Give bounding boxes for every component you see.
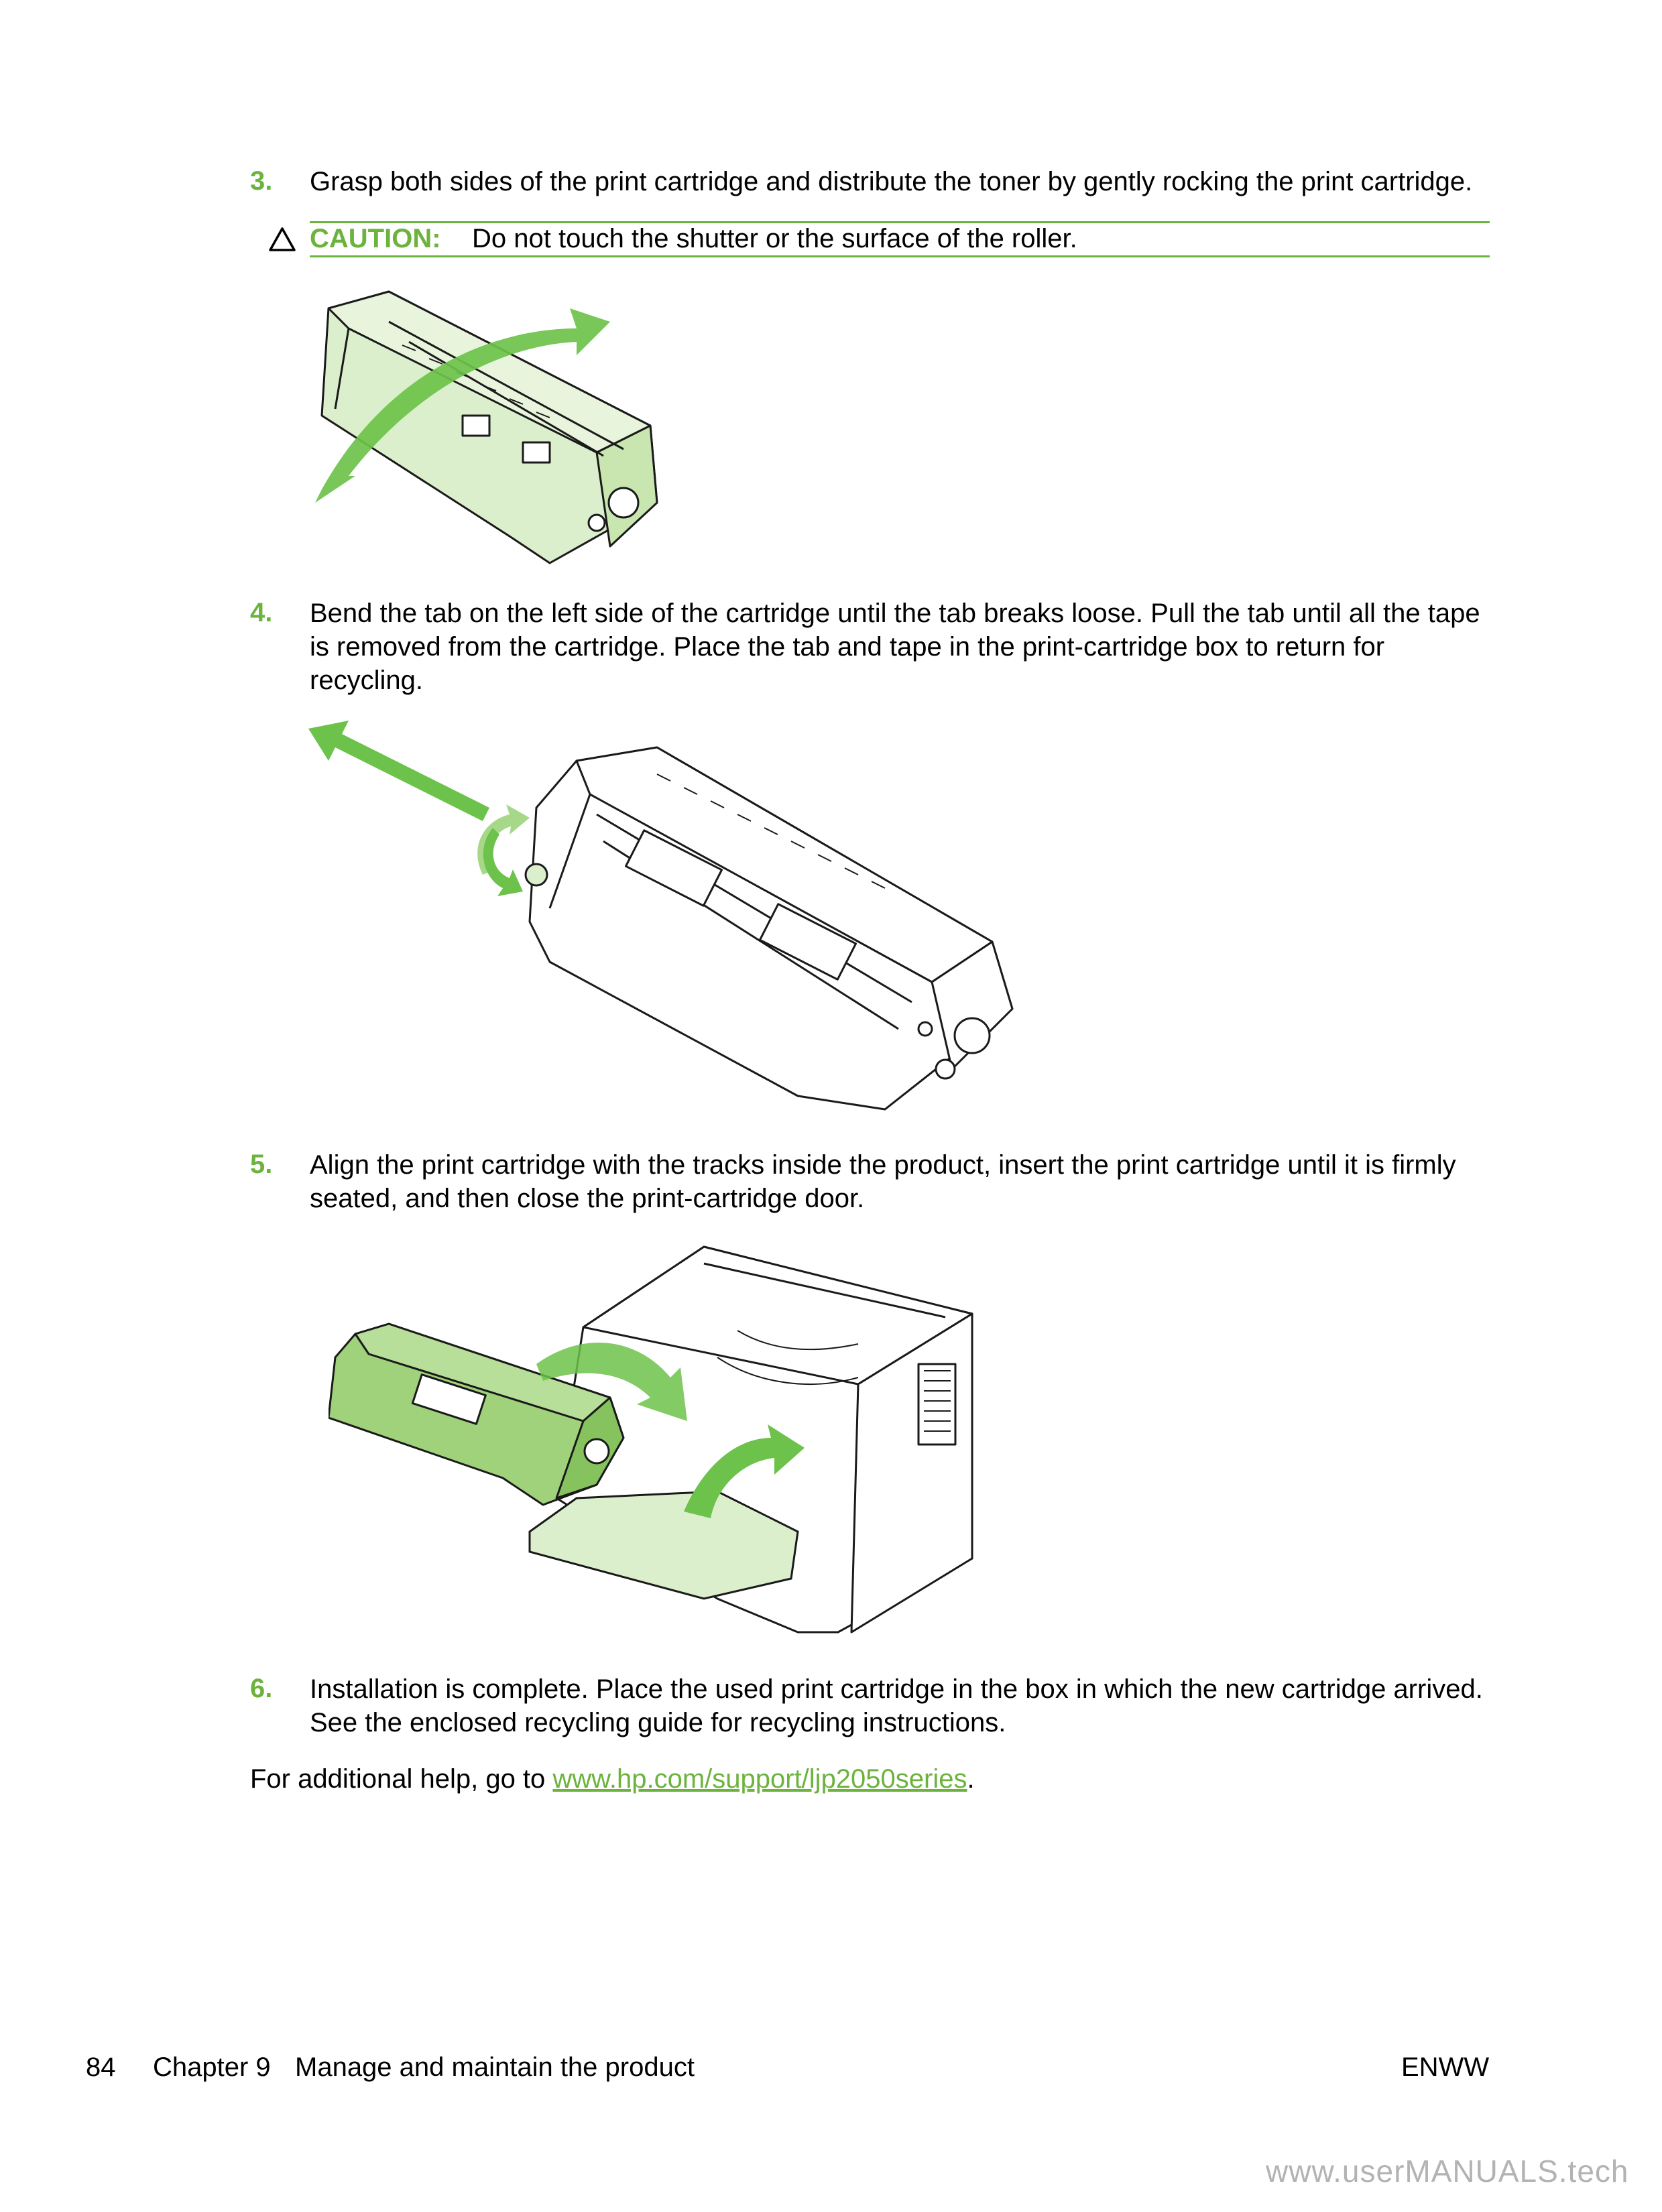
footer-enww: ENWW xyxy=(1401,2052,1490,2082)
tab-removal-figure xyxy=(308,721,1032,1123)
caution-bottom-rule xyxy=(310,255,1490,257)
additional-help-line xyxy=(250,1764,975,1794)
step-3-number: 3. xyxy=(250,166,273,196)
page-number: 84 xyxy=(86,2052,116,2082)
step-6-number: 6. xyxy=(250,1674,273,1703)
step-3-text: Grasp both sides of the print cartridge and distribute the toner by gently rocking the print cartridge. xyxy=(310,167,1473,196)
step-5-text: Align the print cartridge with the tracks inside the product, insert the print cartridge until it is firmly seated, and then close the print-cartridge door. xyxy=(310,1150,1456,1213)
caution-label: CAUTION: xyxy=(310,224,441,253)
warning-triangle-icon xyxy=(268,227,296,252)
step-6-text: Installation is complete. Place the used print cartridge in the box in which the new cartridge arrived. See the enclosed recycling guide for recycling instructions. xyxy=(310,1674,1483,1737)
step-4-number: 4. xyxy=(250,598,273,627)
help-prefix: For additional help, go to xyxy=(250,1764,553,1794)
support-link[interactable]: www.hp.com/support/ljp2050series xyxy=(552,1764,967,1794)
step-5-number: 5. xyxy=(250,1150,273,1179)
watermark: www.userMANUALS.tech xyxy=(1266,2154,1629,2189)
caution-top-rule xyxy=(310,221,1490,223)
step-4-text: Bend the tab on the left side of the cartridge until the tab breaks loose. Pull the tab until all the tape is removed from the cartridge. Place the tab and tape in the print-cartridge box to return for recycling. xyxy=(310,599,1480,695)
chapter-title: Manage and maintain the product xyxy=(295,2052,695,2082)
help-suffix: . xyxy=(967,1764,975,1794)
rocking-cartridge-figure xyxy=(308,282,684,570)
caution-text: Do not touch the shutter or the surface of the roller. xyxy=(472,224,1077,253)
chapter-label: Chapter 9 xyxy=(153,2052,271,2082)
insert-cartridge-figure xyxy=(329,1237,999,1639)
